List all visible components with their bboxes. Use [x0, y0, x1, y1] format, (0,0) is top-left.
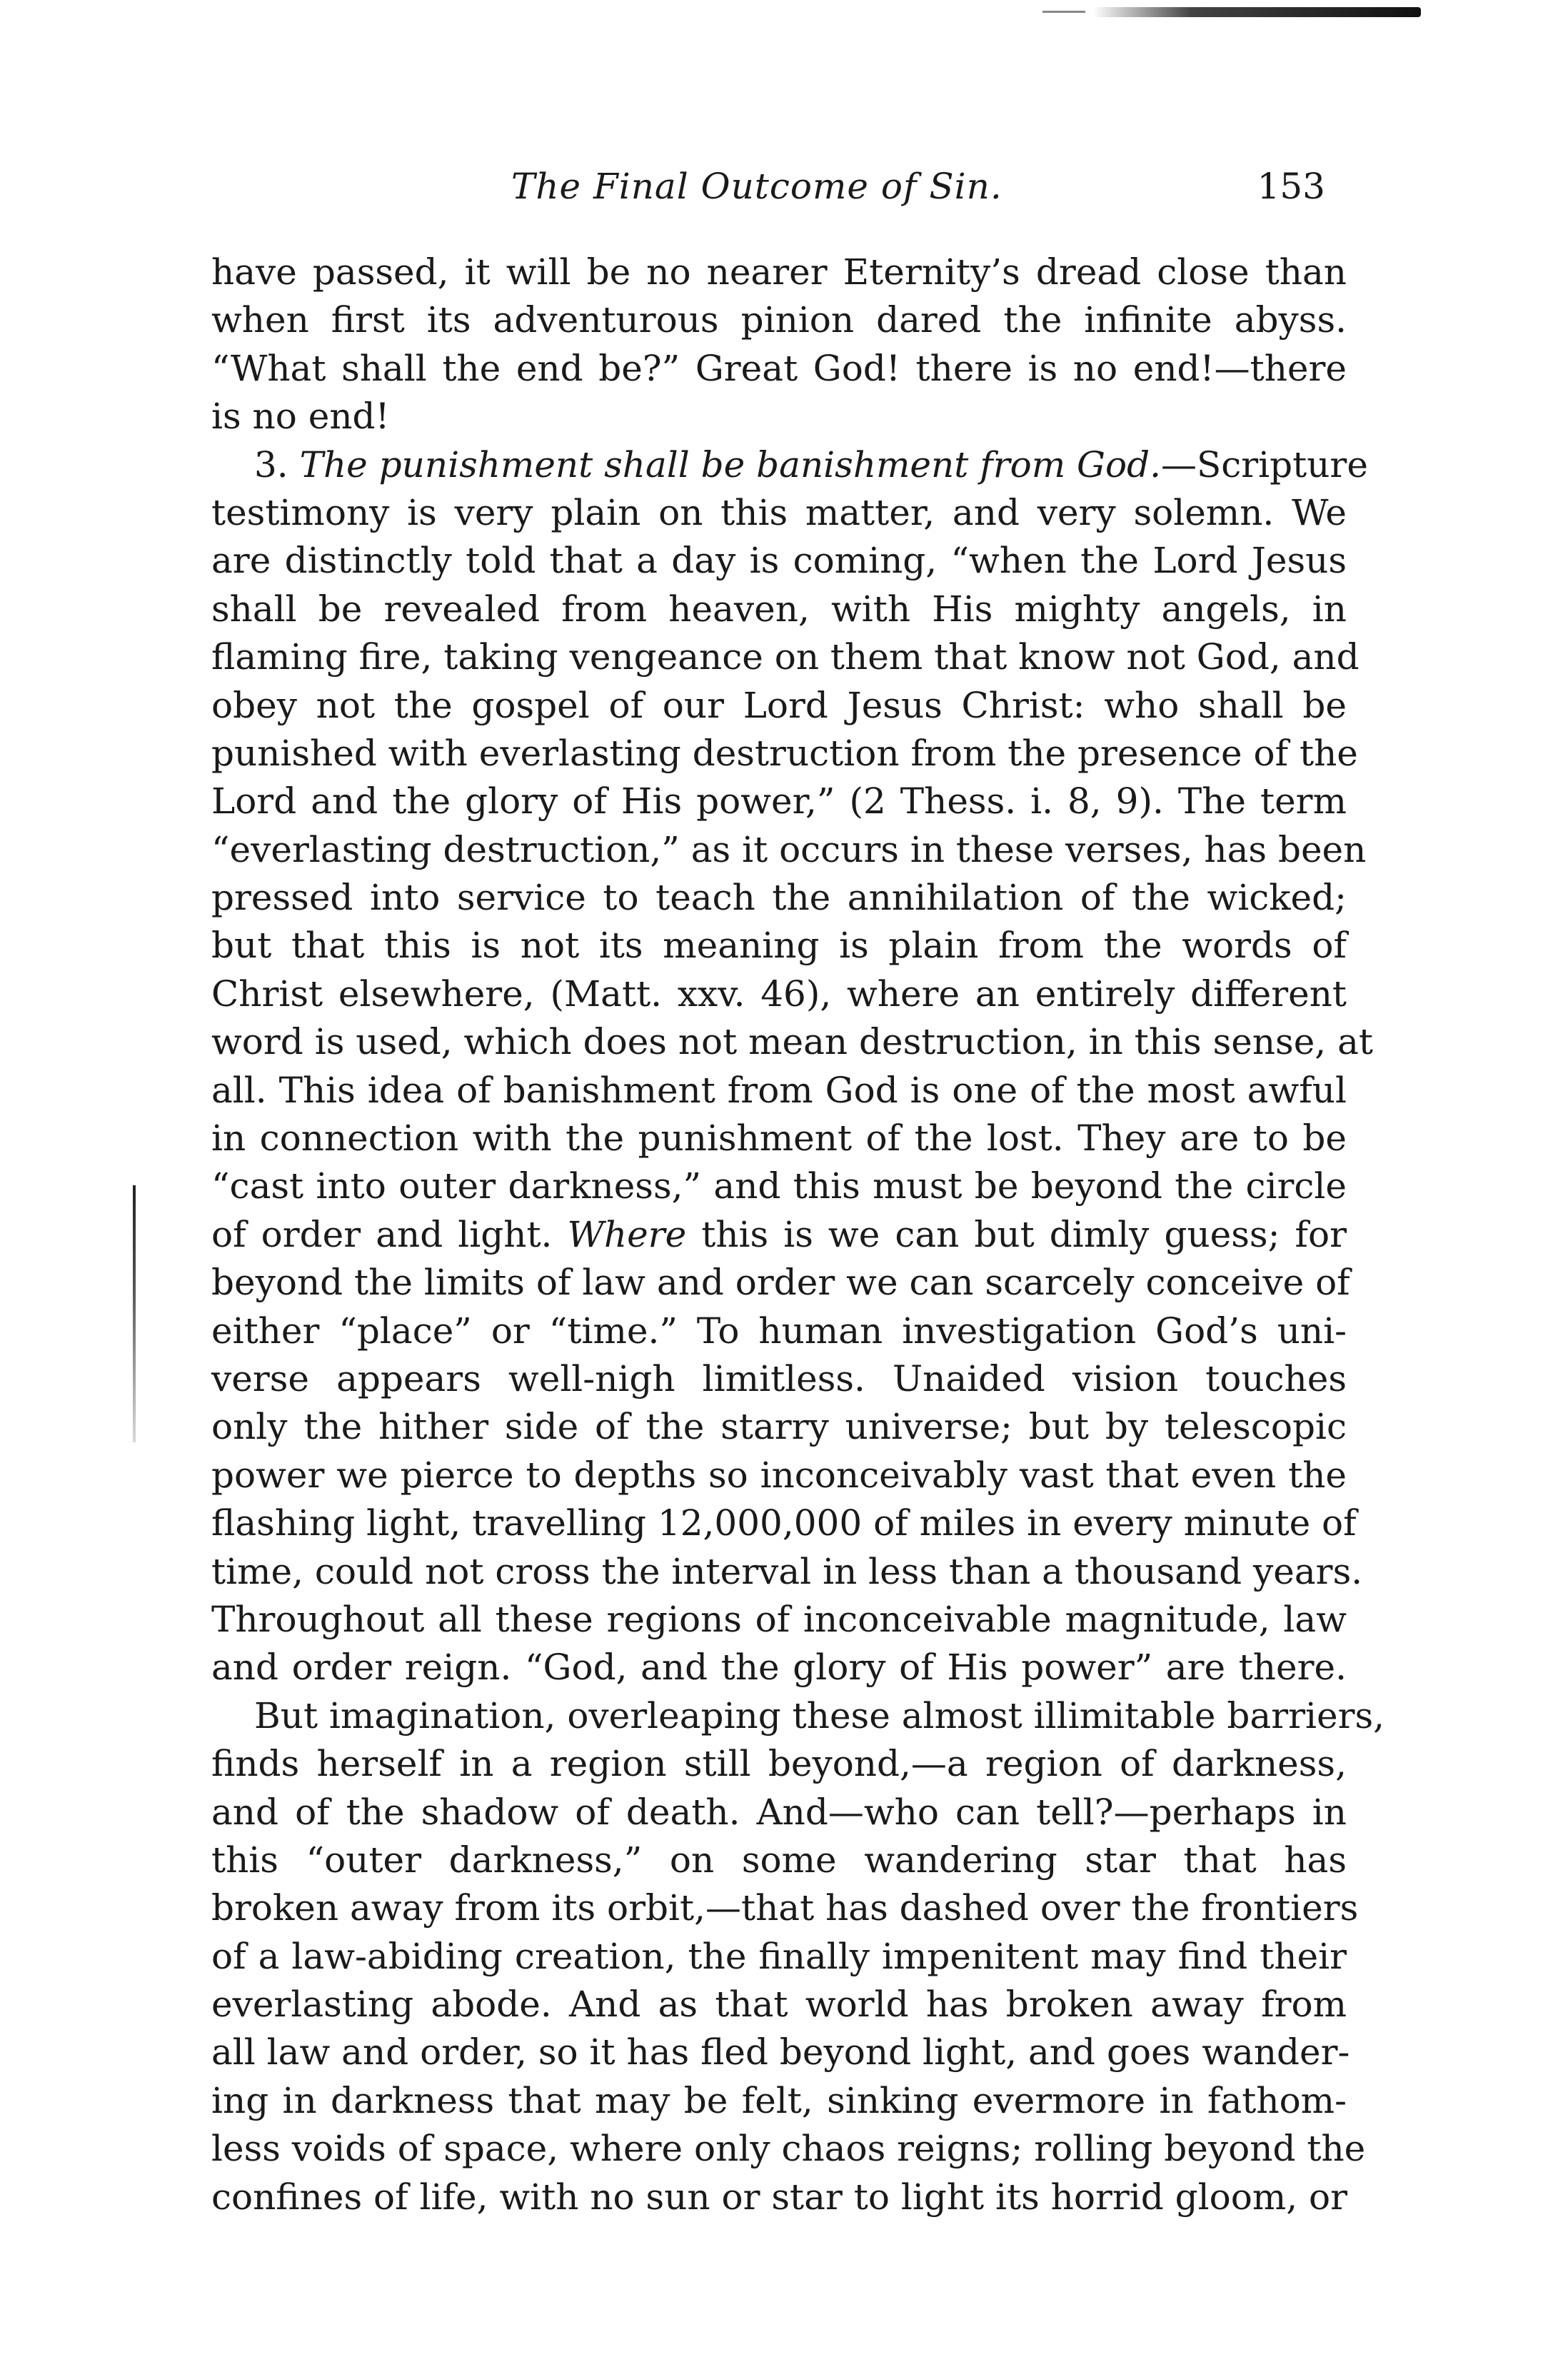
- text-line: ing in darkness that may be felt, sinking evermore in fathom-: [211, 2079, 1347, 2121]
- text-line: this “outer darkness,” on some wandering star that has: [211, 1839, 1347, 1881]
- text-line: Christ elsewhere, (Matt. xxv. 46), where an entirely different: [211, 973, 1347, 1015]
- where-line: of order and light. Where this is we can but dimly guess; for: [211, 1213, 1347, 1255]
- text-line: “everlasting destruction,” as it occurs in these verses, has been: [211, 828, 1367, 870]
- text-line: finds herself in a region still beyond,—a region of darkness,: [211, 1743, 1347, 1785]
- text-line: verse appears well-nigh limitless. Unaided vision touches: [211, 1357, 1347, 1399]
- section-number: 3.: [254, 443, 288, 486]
- text-line: are distinctly told that a day is coming, “when the Lord Jesus: [211, 540, 1347, 582]
- section-heading-rest: —Scripture: [1160, 443, 1368, 486]
- text-line: pressed into service to teach the annihilation of the wicked;: [211, 877, 1347, 919]
- text-line: everlasting abode. And as that world has broken away from: [211, 1984, 1347, 2026]
- text-line: power we pierce to depths so inconceivably vast that even the: [211, 1454, 1347, 1496]
- italic-where: Where: [567, 1213, 687, 1255]
- text-line: obey not the gospel of our Lord Jesus Christ: who shall be: [211, 684, 1347, 726]
- text-line: testimony is very plain on this matter, and very solemn. We: [211, 491, 1347, 533]
- section-3-heading-line: [211, 441, 1368, 489]
- text-line: of a law-abiding creation, the finally impenitent may find their: [211, 1935, 1347, 1977]
- paragraph-start-line: But imagination, overleaping these almost illimitable barriers,: [254, 1694, 1385, 1737]
- body-text: [211, 248, 1385, 2221]
- text-line: all law and order, so it has fled beyond light, and goes wander-: [211, 2031, 1350, 2074]
- text-line: have passed, it will be no nearer Eternity’s dread close than: [211, 251, 1347, 293]
- text-line: shall be revealed from heaven, with His mighty angels, in: [211, 588, 1347, 630]
- text-line: Throughout all these regions of inconceivable magnitude, law: [211, 1598, 1347, 1640]
- text-line: only the hither side of the starry universe; but by telescopic: [211, 1406, 1347, 1448]
- text-line: is no end!: [211, 396, 390, 438]
- text-line: when first its adventurous pinion dared the infinite abyss.: [211, 299, 1347, 341]
- text-line: flaming fire, taking vengeance on them that know not God, and: [211, 636, 1360, 678]
- text-line: Lord and the glory of His power,” (2 Thess. i. 8, 9). The term: [211, 780, 1347, 823]
- text-line: in connection with the punishment of the lost. They are to be: [211, 1117, 1347, 1160]
- text-line: and order reign. “God, and the glory of His power” are there.: [211, 1647, 1347, 1689]
- page-number: 153: [1257, 166, 1325, 207]
- text-line: “What shall the end be?” Great God! there is no end!—there: [211, 347, 1347, 389]
- running-title: The Final Outcome of Sin.: [511, 166, 1002, 207]
- text-line: punished with everlasting destruction from the presence of the: [211, 732, 1358, 774]
- text-line: word is used, which does not mean destruction, in this sense, at: [211, 1021, 1373, 1063]
- page-header: [211, 166, 1347, 216]
- scan-artifact-bar: [1092, 7, 1421, 17]
- text-line: and of the shadow of death. And—who can tell?—perhaps in: [211, 1791, 1347, 1833]
- text-line: either “place” or “time.” To human investigation God’s uni-: [211, 1310, 1347, 1352]
- text-line: time, could not cross the interval in less than a thousand years.: [211, 1550, 1363, 1592]
- text-line: beyond the limits of law and order we can scarcely conceive of: [211, 1262, 1350, 1304]
- margin-mark: [133, 1185, 136, 1442]
- text-line: but that this is not its meaning is plain from the words of: [211, 925, 1347, 967]
- text-line: “cast into outer darkness,” and this must be beyond the circle: [211, 1165, 1347, 1207]
- text-line: all. This idea of banishment from God is one of the most awful: [211, 1069, 1347, 1111]
- text-line: flashing light, travelling 12,000,000 of miles in every minute of: [211, 1502, 1357, 1544]
- section-heading: The punishment shall be banishment from God.: [299, 443, 1161, 486]
- text-line: broken away from its orbit,—that has dashed over the frontiers: [211, 1887, 1359, 1929]
- text-line: less voids of space, where only chaos reigns; rolling beyond the: [211, 2128, 1366, 2170]
- text-line: confines of life, with no sun or star to light its horrid gloom, or: [211, 2176, 1348, 2218]
